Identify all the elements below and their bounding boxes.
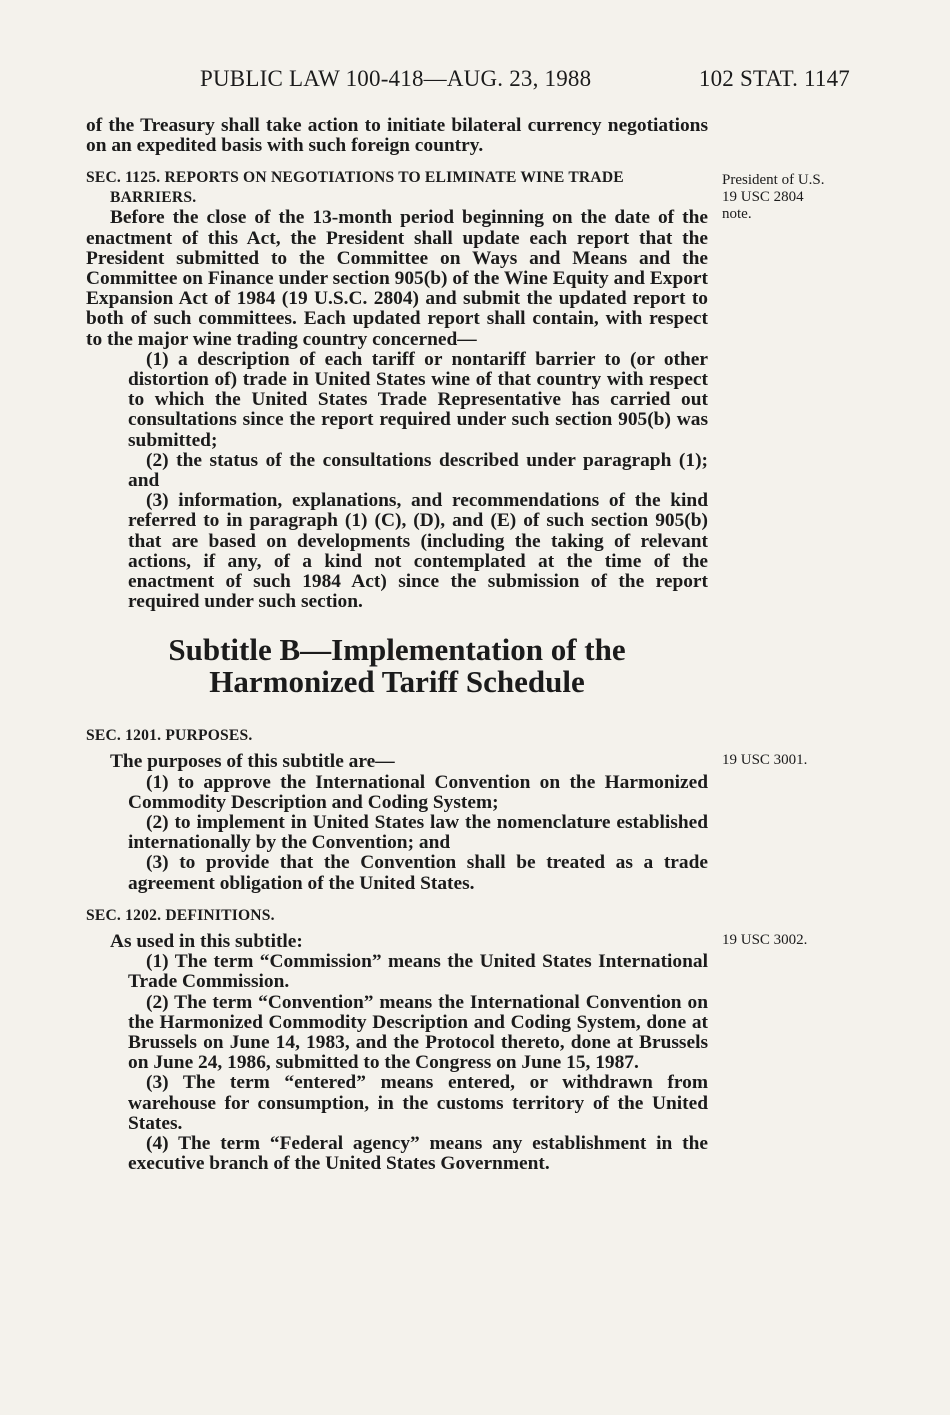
margin-note-sec-1125: [722, 172, 825, 223]
margin-note-note: note.: [722, 206, 752, 222]
sec-1201-heading: SEC. 1201. PURPOSES.: [86, 727, 253, 745]
margin-note-usc-3002: 19 USC 3002.: [722, 932, 808, 948]
sec-1202-item-3: (3) The term “entered” means entered, or withdrawn from warehouse for consumption, in the customs territory of the United States.: [128, 1072, 708, 1134]
sec-1125-body: Before the close of the 13-month period beginning on the date of the enactment of this Act, the President shall update each report that the President submitted to the Committee on Ways and Means and the Committee on Finance under section 905(b) of the Wine Equity and Export Expansion Act of 1984 (19 U.S.C. 2804) and submit the updated report to both of such committees. Each updated report shall contain, with respect to the major wine trading country concerned—: [86, 207, 708, 350]
margin-note-president: President of U.S.: [722, 172, 825, 188]
sec-1125-item-2: (2) the status of the consultations described under paragraph (1); and: [128, 449, 708, 492]
header-stat-page: 102 STAT. 1147: [698, 66, 850, 91]
sec-1201-item-1: (1) to approve the International Convention on the Harmonized Commodity Description and Coding System;: [128, 771, 708, 813]
sec-1202-item-4: (4) The term “Federal agency” means any establishment in the executive branch of the United States Government.: [128, 1132, 708, 1175]
subtitle-line2: Harmonized Tariff Schedule: [209, 664, 585, 700]
sec-1202-item-1: (1) The term “Commission” means the United States International Trade Commission.: [128, 951, 708, 993]
sec-1125-item-3: (3) information, explanations, and recommendations of the kind referred to in paragraph (1) (C), (D), and (E) of such section 905(b) that are based on developments (including the taking of relevant actions, if any, of a kind not contemplated at the time of the enactment of such 1984 Act) since the submission of the report required under such section.: [128, 490, 708, 613]
sec-1125-heading-line1: SEC. 1125. REPORTS ON NEGOTIATIONS TO ELIMINATE WINE TRADE: [86, 169, 624, 187]
sec-1201-item-3: (3) to provide that the Convention shall be treated as a trade agreement obligation of the United States.: [128, 852, 708, 894]
sec-1125-item-1: (1) a description of each tariff or nontariff barrier to (or other distortion of) trade in United States wine of that country with respect to which the United States Trade Representative has carried out consultations since the report required under such section 905(b) was submitted;: [128, 348, 708, 451]
header-law-title: PUBLIC LAW 100-418—AUG. 23, 1988: [200, 66, 592, 91]
sec-1201-item-2: (2) to implement in United States law the nomenclature established internationally by the Convention; and: [128, 812, 708, 854]
sec-1125-heading: [86, 168, 708, 208]
sec-1201-intro: The purposes of this subtitle are—: [110, 751, 395, 773]
sec-1202-intro: As used in this subtitle:: [110, 930, 303, 952]
margin-note-usc-2804: 19 USC 2804: [722, 189, 804, 205]
subtitle-heading: [86, 634, 708, 698]
subtitle-line1: Subtitle B—Implementation of the: [168, 632, 626, 668]
sec-1202-item-2: (2) The term “Convention” means the International Convention on the Harmonized Commodity Description and Coding System, done at Brussels on June 14, 1983, and the Protocol thereto, done at Brussels on June 24, 1986, submitted to the Congress on June 15, 1987.: [128, 991, 708, 1074]
sec-1125-heading-line2: BARRIERS.: [110, 189, 197, 207]
margin-note-usc-3001: 19 USC 3001.: [722, 752, 808, 768]
sec-1202-heading: SEC. 1202. DEFINITIONS.: [86, 906, 275, 924]
opening-paragraph: of the Treasury shall take action to initiate bilateral currency negotiations on an expedited basis with such foreign country.: [86, 115, 708, 157]
main-text-column: [86, 116, 708, 1174]
